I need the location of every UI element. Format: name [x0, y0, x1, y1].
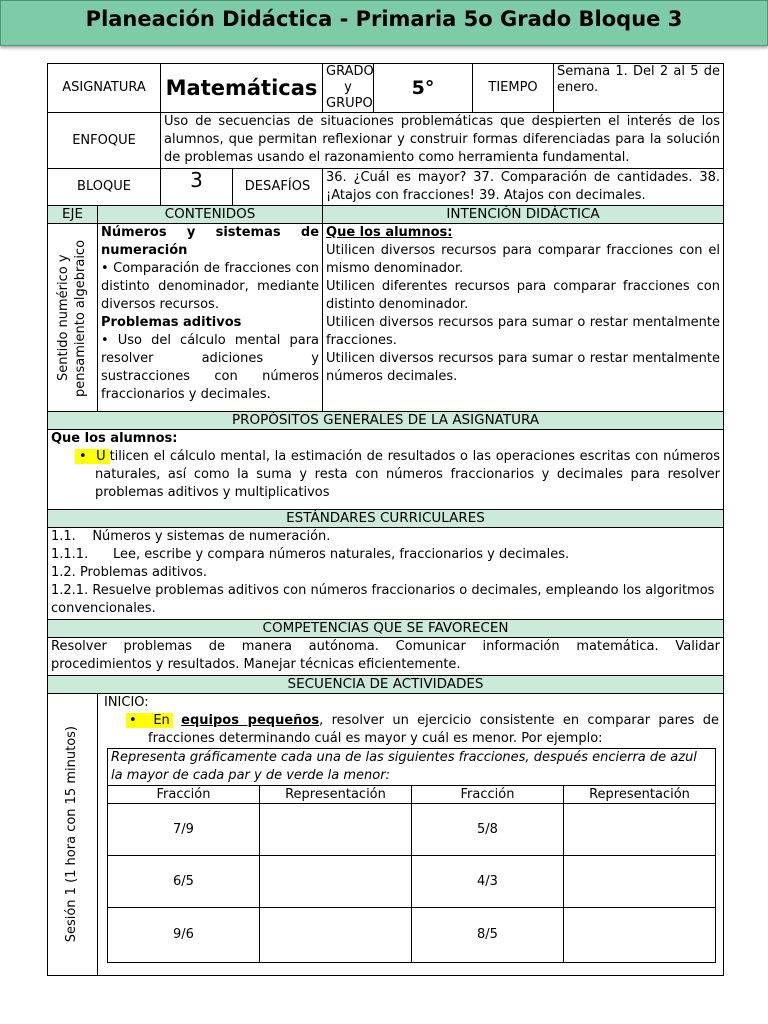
representation-cell[interactable]	[260, 804, 412, 856]
col-representacion-1: Representación	[260, 786, 412, 804]
desafios-text: 36. ¿Cuál es mayor? 37. Comparación de cantidades. 38. ¡Atajos con fracciones! 39. Atajos con decimales.	[323, 169, 724, 206]
bloque-value: 3	[161, 169, 233, 206]
fraction-left-3: 9/6	[108, 908, 260, 963]
propositos-text: tilicen el cálculo mental, la estimación de resultados o las operaciones escritas con números naturales, así como la suma y resta con números fraccionarios y decimales para resolver problemas aditivos y multiplicativos	[95, 449, 721, 500]
intencion-item-2: Utilicen diferentes recursos para comparar fracciones con distinto denominador.	[326, 279, 721, 312]
eje-cell	[48, 224, 98, 412]
session-cell	[48, 694, 98, 976]
planning-table	[47, 63, 724, 976]
secuencia-header: SECUENCIA DE ACTIVIDADES	[48, 676, 724, 694]
inicio-label: INICIO:	[104, 695, 149, 710]
estandar-line-3: 1.2. Problemas aditivos.	[51, 565, 208, 580]
title-banner	[0, 0, 768, 46]
secuencia-cell	[98, 694, 724, 976]
enfoque-label: ENFOQUE	[48, 113, 161, 169]
intencion-item-4: Utilicen diversos recursos para sumar o restar mentalmente números decimales.	[326, 351, 721, 384]
fraction-left-1: 7/9	[108, 804, 260, 856]
estandares-cell	[48, 528, 724, 620]
asignatura-label: ASIGNATURA	[48, 64, 161, 113]
estandares-header: ESTÁNDARES CURRICULARES	[48, 510, 724, 528]
propositos-item	[51, 448, 720, 502]
bullet-icon: •	[79, 449, 87, 464]
fraction-right-3: 8/5	[412, 908, 564, 963]
exercise-wrap	[98, 748, 723, 963]
inicio-text: , resolver un ejercicio consistente en comparar pares de fracciones determinando cuál es mayor y cuál es menor. Por ejemplo:	[148, 713, 720, 746]
inicio-bullet-icon: •	[129, 713, 137, 728]
desafios-label: DESAFÍOS	[233, 169, 323, 206]
equipos-text: equipos pequeños	[181, 713, 320, 728]
col-fraccion-1: Fracción	[108, 786, 260, 804]
contenidos-heading-2: Problemas aditivos	[101, 315, 242, 330]
competencias-text: Resolver problemas de manera autónoma. Comunicar información matemática. Validar procedimientos y resultados. Manejar técnicas eficientemente.	[48, 638, 724, 676]
contenidos-cell	[98, 224, 323, 412]
propositos-text-first: U	[96, 449, 106, 464]
tiempo-label: TIEMPO	[473, 64, 554, 113]
intencion-header: INTENCIÓN DIDÁCTICA	[323, 206, 724, 224]
intencion-heading: Que los alumnos:	[326, 225, 453, 240]
bullet-highlight	[75, 449, 110, 464]
representation-cell[interactable]	[260, 856, 412, 908]
enfoque-text: Uso de secuencias de situaciones problemáticas que despierten el interés de los alumnos, que permitan reflexionar y construir formas diferenciadas para la solución de problemas usando el razonamiento como herramienta fundamental.	[161, 113, 724, 169]
bloque-label: BLOQUE	[48, 169, 161, 206]
intencion-item-1: Utilicen diversos recursos para comparar fracciones con el mismo denominador.	[326, 243, 721, 276]
grado-label: GRADO y GRUPO	[323, 64, 374, 113]
contenidos-item-2: • Uso del cálculo mental para resolver adiciones y sustracciones con números fraccionarios y decimales.	[101, 333, 320, 402]
session-label: Sesión 1 (1 hora con 15 minutos)	[63, 726, 79, 943]
col-representacion-2: Representación	[564, 786, 716, 804]
estandar-line-4: 1.2.1. Resuelve problemas aditivos con números fraccionarios o decimales, empleando los algoritmos convencionales.	[51, 583, 715, 616]
page-title: Planeación Didáctica - Primaria 5o Grado Bloque 3	[85, 7, 683, 31]
planning-document	[47, 63, 723, 976]
contenidos-item-1: • Comparación de fracciones con distinto denominador, mediante diversos recursos.	[101, 261, 320, 312]
representation-cell[interactable]	[260, 908, 412, 963]
exercise-table	[107, 748, 716, 963]
propositos-intro: Que los alumnos:	[51, 431, 178, 446]
competencias-header: COMPETENCIAS QUE SE FAVORECEN	[48, 620, 724, 638]
representation-cell[interactable]	[564, 804, 716, 856]
fraction-right-1: 5/8	[412, 804, 564, 856]
estandar-line-2: 1.1.1. Lee, escribe y compara números naturales, fraccionarios y decimales.	[51, 547, 570, 562]
contenidos-heading-1: Números y sistemas de numeración	[101, 225, 320, 258]
contenidos-header: CONTENIDOS	[98, 206, 323, 224]
exercise-instruction: Representa gráficamente cada una de las siguientes fracciones, después encierra de azul la mayor de cada par y de verde la menor:	[108, 749, 716, 786]
intencion-cell	[323, 224, 724, 412]
representation-cell[interactable]	[564, 908, 716, 963]
col-fraccion-2: Fracción	[412, 786, 564, 804]
eje-header: EJE	[48, 206, 98, 224]
inicio-en: En	[153, 713, 170, 728]
representation-cell[interactable]	[564, 856, 716, 908]
asignatura-value: Matemáticas	[161, 64, 323, 113]
eje-text: Sentido numérico y pensamiento algebraico	[55, 238, 88, 397]
intencion-item-3: Utilicen diversos recursos para sumar o restar mentalmente fracciones.	[326, 315, 721, 348]
tiempo-value: Semana 1. Del 2 al 5 de enero.	[554, 64, 724, 113]
propositos-cell	[48, 430, 724, 510]
inicio-item	[104, 712, 719, 748]
propositos-header: PROPÓSITOS GENERALES DE LA ASIGNATURA	[48, 412, 724, 430]
fraction-left-2: 6/5	[108, 856, 260, 908]
inicio-bullet-highlight	[126, 713, 173, 728]
inicio-block	[98, 694, 723, 748]
estandar-line-1: 1.1. Números y sistemas de numeración.	[51, 529, 331, 544]
fraction-right-2: 4/3	[412, 856, 564, 908]
grado-value: 5°	[374, 64, 473, 113]
